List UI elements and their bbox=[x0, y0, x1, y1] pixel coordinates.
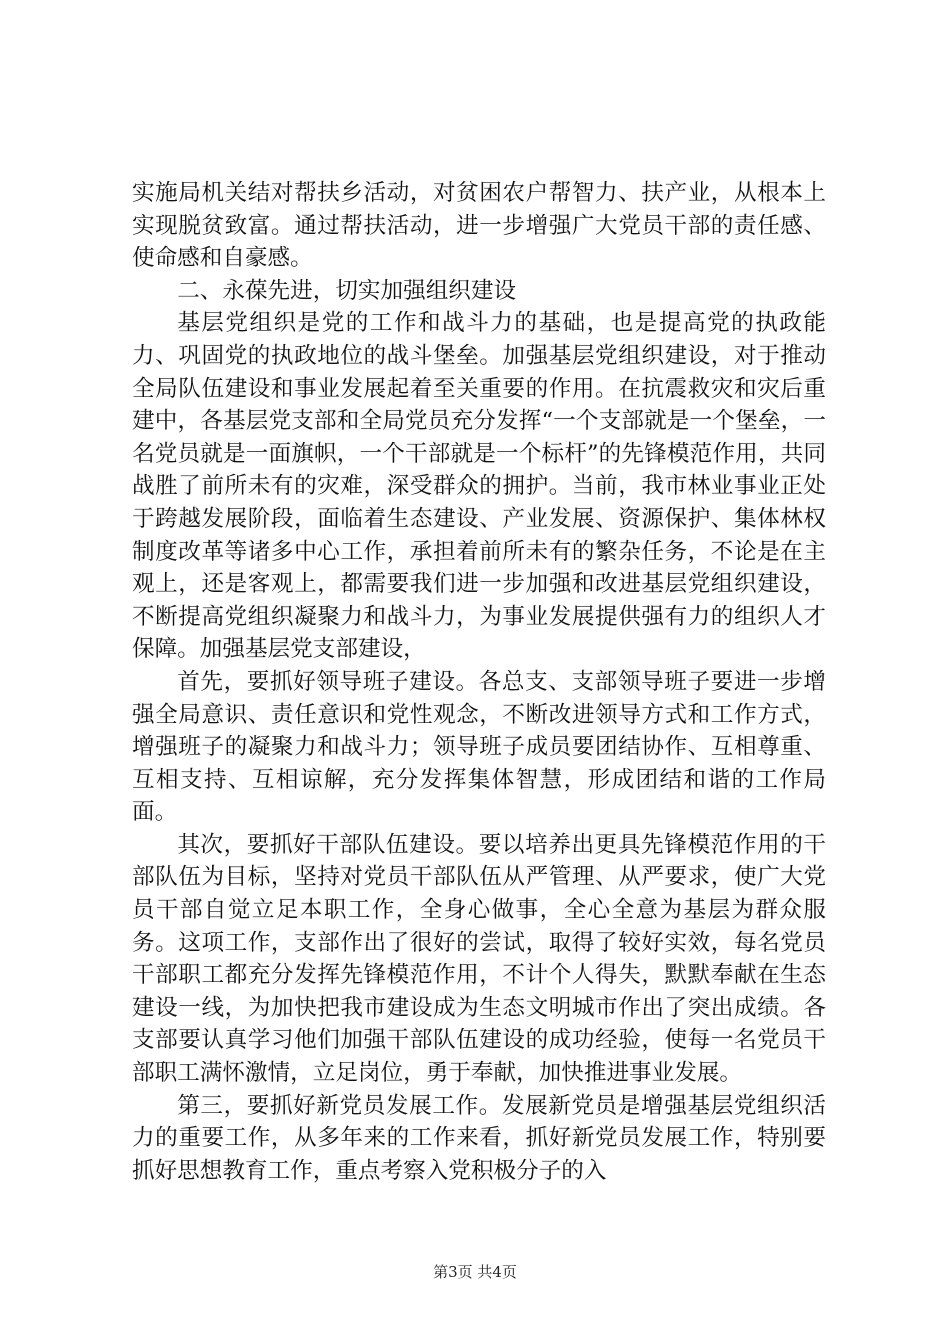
page-footer: 第3页 共4页 bbox=[433, 1263, 517, 1281]
paragraph-5: 其次，要抓好干部队伍建设。要以培养出更具先锋模范作用的干部队伍为目标，坚持对党员干部队伍从严管理、从严要求，使广大党员干部自觉立足本职工作，全身心做事，全心全意为基层为群众服务。这项工作，支部作出了很好的尝试，取得了较好实效，每名党员干部职工都充分发挥先锋模范作用，不计个人得失，默默奉献在生态建设一线，为加快把我市建设成为生态文明城市作出了突出成绩。各支部要认真学习他们加强干部队伍建设的成功经验，使每一名党员干部职工满怀激情，立足岗位，勇于奉献，加快推进事业发展。 bbox=[132, 831, 826, 1087]
paragraph-4: 首先，要抓好领导班子建设。各总支、支部领导班子要进一步增强全局意识、责任意识和党性观念，不断改进领导方式和工作方式，增强班子的凝聚力和战斗力；领导班子成员要团结协作、互相尊重、互相支持、互相谅解，充分发挥集体智慧，形成团结和谐的工作局面。 bbox=[132, 668, 826, 826]
document-body bbox=[132, 177, 826, 1187]
section-heading: 二、永葆先进，切实加强组织建设 bbox=[177, 277, 517, 304]
paragraph-1: 实施局机关结对帮扶乡活动，对贫困农户帮智力、扶产业，从根本上实现脱贫致富。通过帮扶活动，进一步增强广大党员干部的责任感、使命感和自豪感。 bbox=[132, 180, 826, 272]
paragraph-3: 基层党组织是党的工作和战斗力的基础，也是提高党的执政能力、巩固党的执政地位的战斗堡垒。加强基层党组织建设，对于推动全局队伍建设和事业发展起着至关重要的作用。在抗震救灾和灾后重建中，各基层党支部和全局党员充分发挥“一个支部就是一个堡垒，一名党员就是一面旗帜，一个干部就是一个标杆”的先锋模范作用，共同战胜了前所未有的灾难，深受群众的拥护。当前，我市林业事业正处于跨越发展阶段，面临着生态建设、产业发展、资源保护、集体林权制度改革等诸多中心工作，承担着前所未有的繁杂任务，不论是在主观上，还是客观上，都需要我们进一步加强和改进基层党组织建设，不断提高党组织凝聚力和战斗力，为事业发展提供强有力的组织人才保障。加强基层党支部建设， bbox=[132, 310, 826, 663]
paragraph-6: 第三，要抓好新党员发展工作。发展新党员是增强基层党组织活力的重要工作，从多年来的工作来看，抓好新党员发展工作，特别要抓好思想教育工作，重点考察入党积极分子的入 bbox=[132, 1092, 826, 1184]
